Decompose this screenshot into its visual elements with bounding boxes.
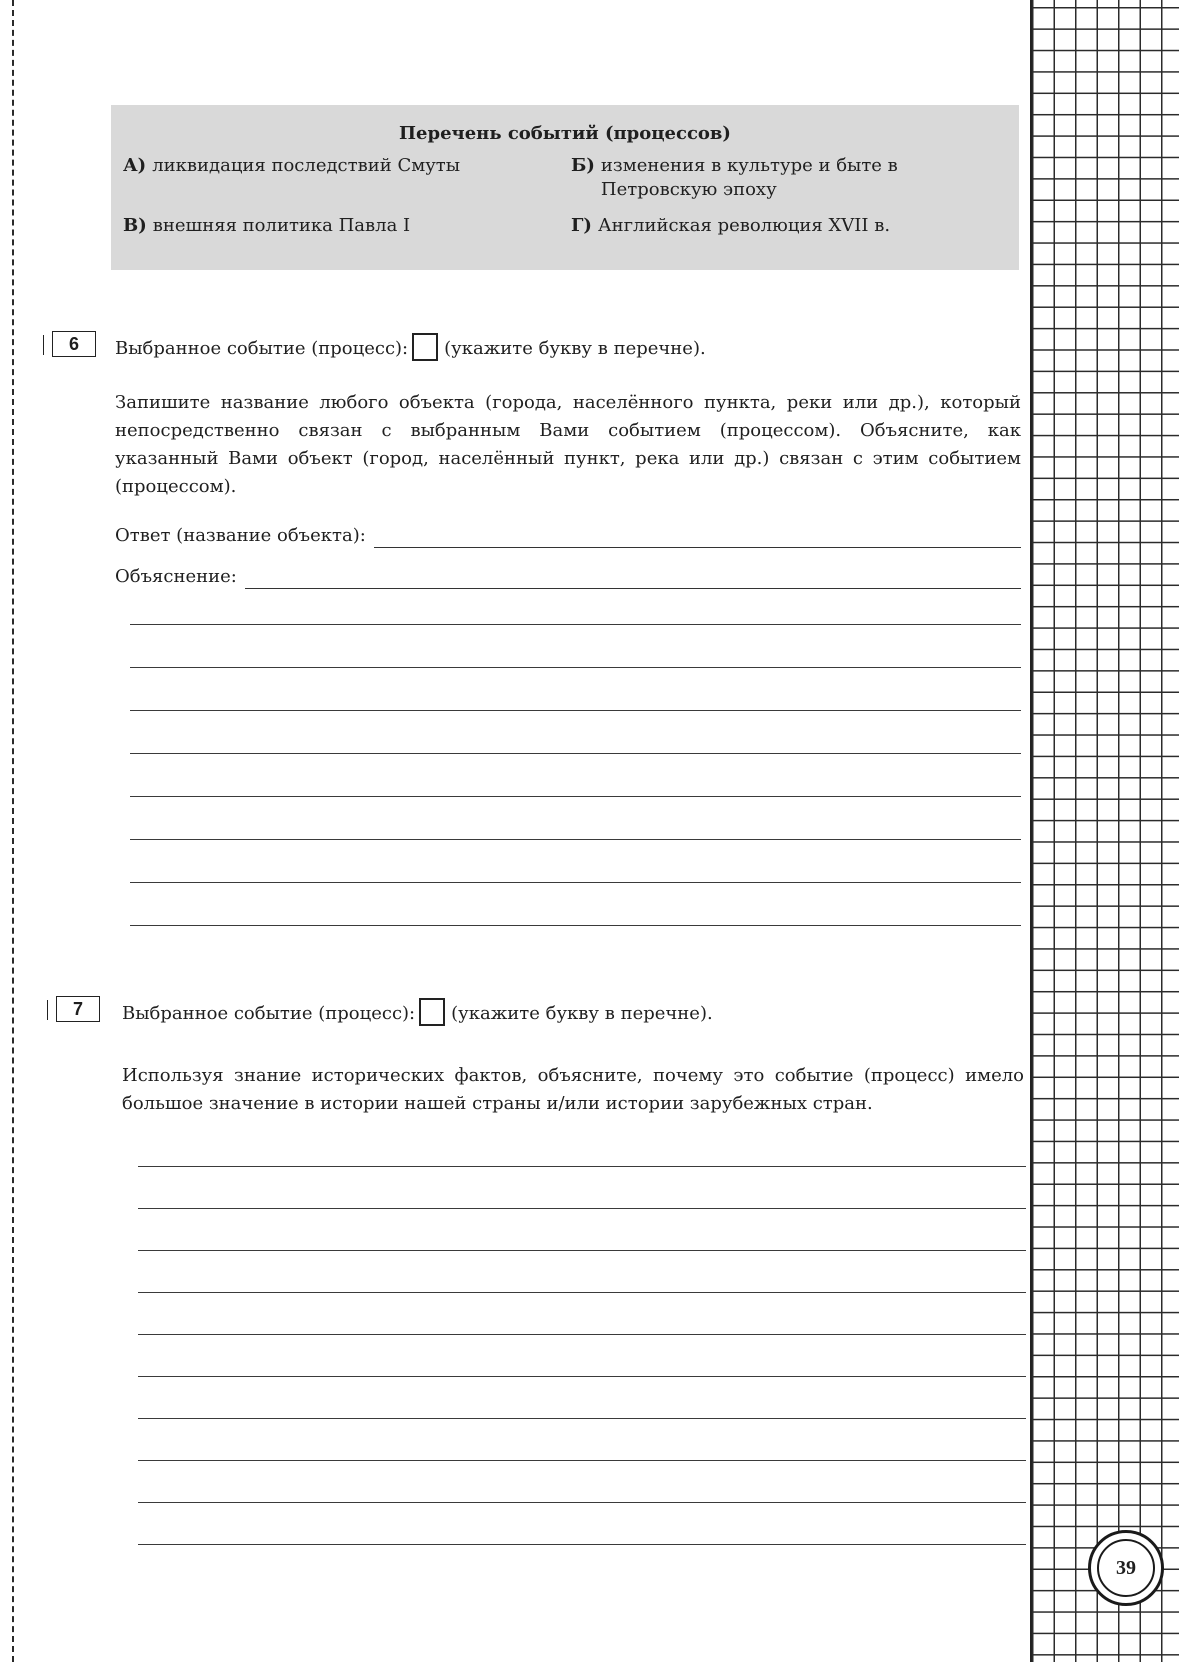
task-6-answer-line[interactable]	[130, 925, 1021, 926]
task-6-answer-line[interactable]	[130, 667, 1021, 668]
events-grid	[123, 154, 1007, 238]
task-6-number: 6	[52, 331, 96, 357]
task-7-answer-line[interactable]	[138, 1166, 1026, 1167]
event-item-v: В) внешняя политика Павла I	[123, 215, 411, 236]
task-6-answer-line[interactable]	[130, 839, 1021, 840]
task-7-selected-row: Выбранное событие (процесс): (укажите букву в перечне).	[122, 998, 713, 1026]
task-6-answer-line[interactable]	[130, 624, 1021, 625]
task-6-explanation-row: Объяснение:	[115, 565, 1021, 589]
task-7-answer-line[interactable]	[138, 1460, 1026, 1461]
task-7-instruction: Используя знание исторических фактов, объясните, почему это событие (процесс) имело большое значение в истории нашей страны и/или истории зарубежных стран.	[122, 1065, 1024, 1114]
task-7-letter-box[interactable]	[419, 998, 445, 1026]
task-6-answer-line[interactable]	[130, 753, 1021, 754]
task-6-answer-field[interactable]	[374, 529, 1021, 548]
task-7-answer-line[interactable]	[138, 1292, 1026, 1293]
margin-grid	[1030, 0, 1179, 1662]
task-7-number: 7	[56, 996, 100, 1022]
task-7-answer-line[interactable]	[138, 1502, 1026, 1503]
task-6-answer-row: Ответ (название объекта):	[115, 524, 1021, 548]
task-6-answer-line[interactable]	[130, 882, 1021, 883]
task-6-selected-row: Выбранное событие (процесс): (укажите букву в перечне).	[115, 333, 706, 361]
task-6-instruction: Запишите название любого объекта (города, населённого пункта, реки или др.), который непосредственно связан с выбранным Вами событием (процессом). Объясните, как указанный Вами объект (город, населённый пункт, река или др.) связан с этим событием (процессом).	[115, 392, 1021, 497]
page-number: 39	[1097, 1539, 1155, 1597]
page-number-badge	[1088, 1530, 1164, 1606]
event-item-b: Б) изменения в культуре и быте в Петровскую эпоху	[571, 155, 898, 200]
task-7-answer-line[interactable]	[138, 1376, 1026, 1377]
task-7-answer-line[interactable]	[138, 1250, 1026, 1251]
event-item-a: А) ликвидация последствий Смуты	[123, 155, 461, 176]
task-7-answer-line[interactable]	[138, 1418, 1026, 1419]
task-6-answer-line[interactable]	[130, 796, 1021, 797]
events-list-box	[111, 105, 1019, 270]
cut-line	[12, 0, 14, 1662]
task-7-answer-line[interactable]	[138, 1544, 1026, 1545]
task-6-explanation-field[interactable]	[245, 570, 1021, 589]
task-6-letter-box[interactable]	[412, 333, 438, 361]
task-7-answer-line[interactable]	[138, 1208, 1026, 1209]
task-7-answer-line[interactable]	[138, 1334, 1026, 1335]
events-title: Перечень событий (процессов)	[399, 123, 731, 144]
event-item-g: Г) Английская революция XVII в.	[571, 215, 891, 236]
task-6-answer-line[interactable]	[130, 710, 1021, 711]
